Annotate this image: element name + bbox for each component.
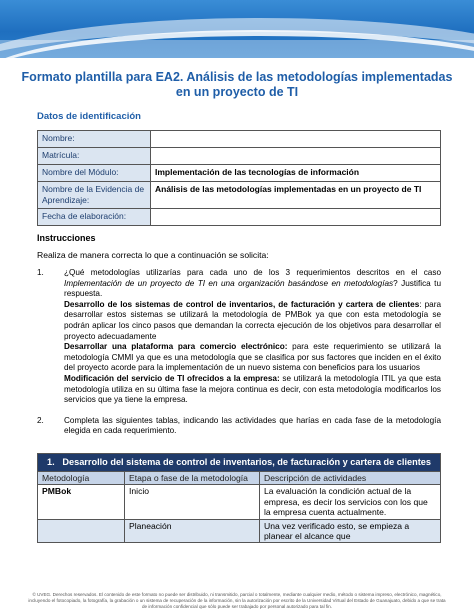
id-label: Matrícula: — [38, 148, 151, 165]
item1-question-italic: Implementación de un proyecto de TI en una organización basándose en metodologías — [64, 278, 394, 288]
matricula-field[interactable] — [151, 148, 441, 165]
answer3-text: se utilizará la metodología ITIL ya que esta metodología utiliza en su última fase la mejora continua es decir, con esta metodología modificarlos los servicios que ya tiene la empresa. — [64, 373, 441, 405]
activities-header-row — [38, 454, 441, 472]
row-etapa: Planeación — [125, 519, 260, 543]
document-title — [20, 70, 454, 100]
modulo-field[interactable]: Implementación de las tecnologías de información — [151, 165, 441, 182]
id-label: Fecha de elaboración: — [38, 209, 151, 226]
datos-heading: Datos de identificación — [37, 111, 141, 122]
copyright-footer: © UVEG. Derechos reservados. El contenido de este formato no puede ser distribuido, ni transmitido, parcial o totalmente, mediante cualquier medio, método o sistema impreso, electrónico, magnético, incluyendo el fotocopiado, la fotografía, la grabación o un sistema de recuperación de la información, sin la autorización por escrito de la Universidad Virtual del Estado de Guanajuato, debido a que se trata de información confidencial que sólo puede ser trabajado por personal autorizado para tal fin. — [28, 592, 446, 609]
list-item — [37, 268, 441, 406]
header-banner — [0, 0, 474, 58]
id-label: Nombre del Módulo: — [38, 165, 151, 182]
id-row-fecha — [38, 209, 441, 226]
activities-header — [38, 454, 441, 472]
instrucciones-text: Realiza de manera correcta lo que a continuación se solicita: — [37, 250, 269, 260]
id-row-modulo — [38, 165, 441, 182]
item-number: 2. — [37, 415, 44, 425]
item1-question-a: ¿Qué metodologías utilizarías para cada uno de los 3 requerimientos descritos en el caso — [64, 268, 441, 277]
nombre-field[interactable] — [151, 131, 441, 148]
activities-table — [37, 453, 441, 543]
title-line-1: Formato plantilla para EA2. Análisis de las metodologías implementadas — [21, 70, 453, 84]
row-etapa: Inicio — [125, 485, 260, 519]
column-header-row — [38, 472, 441, 485]
evidencia-field[interactable]: Análisis de las metodologías implementadas en un proyecto de TI — [151, 182, 441, 209]
item2-text: Completa las siguientes tablas, indicando las actividades que harías en cada fase de la metodología elegida en cada requerimiento. — [64, 415, 441, 436]
answer1-bold: Desarrollo de los sistemas de control de inventarios, de facturación y cartera de clientes — [64, 299, 420, 309]
table-row — [38, 519, 441, 543]
answer2-text: para este requerimiento se utilizará la metodología CMMI ya que es una metodología que se clasifica por sus factores que inciden en el éxito del proyecto acorde para la implementación de un nuevo sistema con beneficios para los usuarios — [64, 342, 441, 373]
col-etapa: Etapa o fase de la metodología — [125, 472, 260, 485]
answer2-bold: Desarrollar una plataforma para comercio electrónico: — [64, 342, 288, 352]
instrucciones-heading: Instrucciones — [37, 233, 96, 243]
item-number: 1. — [37, 268, 44, 277]
table-row — [38, 485, 441, 519]
header-text: Desarrollo del sistema de control de inventarios, de facturación y cartera de clientes — [62, 457, 431, 467]
fecha-field[interactable] — [151, 209, 441, 226]
id-label: Nombre de la Evidencia de Aprendizaje: — [38, 182, 151, 209]
answer1-text: : para desarrollar estos sistemas se utilizará la metodología de PMBok ya que con esta metodología se podrán aplicar los cinco pasos que demandan la correcta ejecución de los objetivos para desarrollar el proyecto adecuadamente — [64, 299, 441, 341]
row-metodologia — [38, 519, 125, 543]
instructions-list — [37, 268, 441, 437]
row-descripcion[interactable]: La evaluación la condición actual de la empresa, es decir los servicios con los que la empresa cuenta actualmente. — [260, 485, 441, 519]
id-row-evidencia — [38, 182, 441, 209]
list-item — [37, 416, 441, 437]
answer3-bold: Modificación del servicio de TI ofrecidos a la empresa: — [64, 373, 280, 383]
row-metodologia: PMBok — [38, 485, 125, 519]
col-descripcion: Descripción de actividades — [260, 472, 441, 485]
id-row-matricula — [38, 148, 441, 165]
header-number: 1. — [47, 457, 55, 467]
id-row-nombre — [38, 131, 441, 148]
item1-question-b: ? Justifica tu respuesta. — [64, 278, 441, 299]
title-line-2: en un proyecto de TI — [175, 85, 299, 99]
id-label: Nombre: — [38, 131, 151, 148]
row-descripcion[interactable]: Una vez verificado esto, se empieza a planear el alcance que — [260, 519, 441, 543]
col-metodologia: Metodología — [38, 472, 125, 485]
identification-table — [37, 130, 441, 226]
